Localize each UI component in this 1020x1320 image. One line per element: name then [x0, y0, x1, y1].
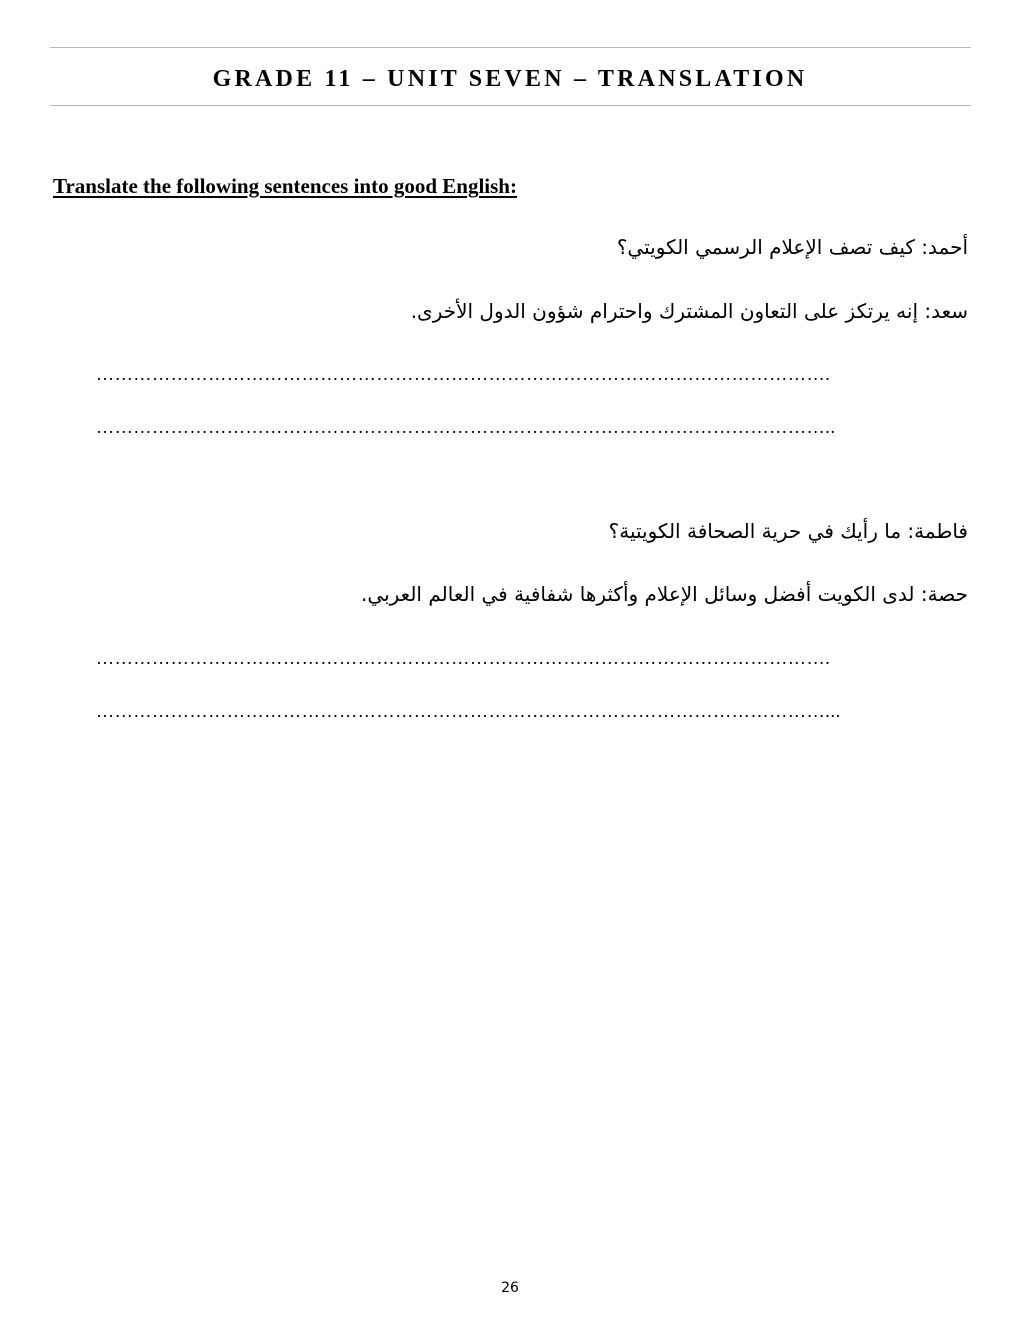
header-bottom-rule [50, 105, 971, 106]
page-title: GRADE 11 – UNIT SEVEN – TRANSLATION [212, 66, 808, 92]
header-top-rule [50, 47, 971, 48]
exercise-2-question: فاطمة: ما رأيك في حرية الصحافة الكويتية؟ [608, 519, 968, 543]
page-number: 26 [501, 1280, 519, 1296]
answer-line[interactable]: ………………………………………………………………………………………………………. [96, 648, 831, 668]
exercise-1-answer-prompt: سعد: إنه يرتكز على التعاون المشترك واحترام شؤون الدول الأخرى. [410, 299, 968, 323]
answer-line[interactable]: ……………………………………………………………………………………………………….. [96, 417, 836, 437]
exercise-1-question: أحمد: كيف تصف الإعلام الرسمي الكويتي؟ [616, 235, 968, 259]
exercise-2-answer-prompt: حصة: لدى الكويت أفضل وسائل الإعلام وأكثرها شفافية في العالم العربي. [361, 582, 968, 606]
answer-line[interactable]: ………………………………………………………………………………………………………... [96, 701, 841, 721]
instruction-heading: Translate the following sentences into good English: [53, 174, 517, 198]
answer-line[interactable]: ………………………………………………………………………………………………………. [96, 364, 831, 384]
